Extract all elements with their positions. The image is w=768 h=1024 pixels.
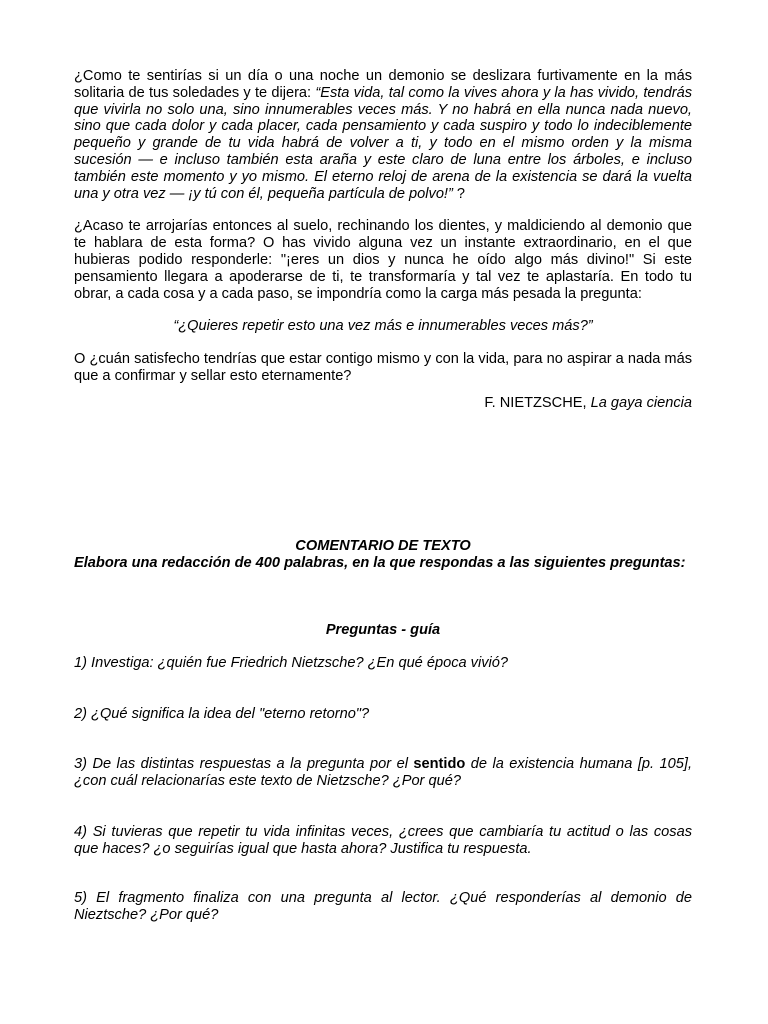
paragraph-demon-lead: ¿Como te sentirías si un día o una noche un demonio se deslizara furtivamente en la más solitaria de tus soledades y te dijera:: [74, 68, 692, 101]
question-3: [74, 756, 692, 790]
comentario-section: [74, 538, 692, 572]
question-3-emphasis: sentido: [413, 756, 466, 772]
nietzsche-text: [74, 68, 692, 412]
comentario-title: COMENTARIO DE TEXTO: [295, 538, 471, 554]
paragraph-reaction: ¿Acaso te arrojarías entonces al suelo, rechinando los dientes, y maldiciendo al demonio que te hablara de esta forma? O has vivido alguna vez un instante extraordinario, en el que hubieras podido responderle: "¡eres un dios y nunca he oído algo más divino!" Si este pensamiento llegara a apoderarse de ti, te transformaría y tal vez te aplastaría. En todo tu obrar, a cada cosa y a cada paso, se impondría como la carga más pesada la pregunta:: [74, 218, 692, 302]
question-3-lead: 3) De las distintas respuestas a la pregunta por el: [74, 756, 414, 772]
attribution: [74, 395, 692, 412]
attribution-work: La gaya ciencia: [590, 394, 692, 411]
guide-title: Preguntas - guía: [325, 622, 441, 638]
paragraph-demon-tail: ?: [452, 185, 466, 202]
question-3-tail: de la existencia humana [p. 105], ¿con cuál relacionarías este texto de Nietzsche? ¿Por qué?: [74, 756, 692, 789]
demon-quote: “Esta vida, tal como la vives ahora y la has vivido, tendrás que vivirla no solo una, sino innumerables veces más. Y no habrá en ella nunca nada nuevo, sino que cada dolor y cada placer, cada pensamiento y cada suspiro y todo lo indeciblemente pequeño y grande de tu vida habrá de volver a ti, y todo en el mismo orden y la misma sucesión — e incluso también esta araña y este claro de luna entre los árboles, e incluso también este momento y yo mismo. El eterno reloj de arena de la existencia se dará la vuelta una y otra vez — ¡y tú con él, pequeña partícula de polvo!”: [74, 84, 693, 202]
question-1: 1) Investiga: ¿quién fue Friedrich Nietzsche? ¿En qué época vivió?: [74, 655, 508, 671]
paragraph-demon: [74, 68, 692, 202]
question-5: 5) El fragmento finaliza con una pregunta al lector. ¿Qué responderías al demonio de Nieztsche? ¿Por qué?: [74, 890, 692, 923]
attribution-author: F. NIETZSCHE,: [484, 394, 591, 411]
paragraph-closing: O ¿cuán satisfecho tendrías que estar contigo mismo y con la vida, para no aspirar a nada más que a confirmar y sellar esto eternamente?: [74, 351, 692, 384]
question-2: 2) ¿Qué significa la idea del "eterno retorno"?: [74, 706, 370, 722]
question-4: 4) Si tuvieras que repetir tu vida infinitas veces, ¿crees que cambiaría tu actitud o las cosas que haces? ¿o seguirías igual que hasta ahora? Justifica tu respuesta.: [74, 824, 692, 857]
central-question-quote: “¿Quieres repetir esto una vez más e innumerables veces más?”: [173, 318, 593, 335]
comentario-instruction: Elabora una redacción de 400 palabras, en la que respondas a las siguientes preguntas:: [74, 554, 686, 571]
